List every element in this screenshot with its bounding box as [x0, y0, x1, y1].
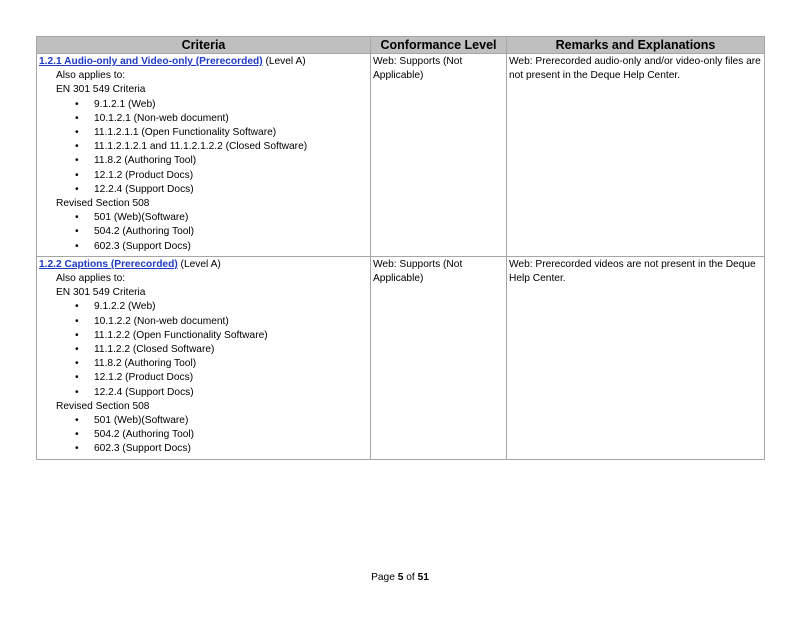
list-item: • 11.8.2 (Authoring Tool) — [75, 154, 368, 168]
page-footer — [0, 572, 800, 583]
also-applies-label: Also applies to: — [56, 70, 126, 82]
criterion-title — [39, 258, 368, 272]
criterion-title — [39, 55, 368, 69]
bullet-icon: • — [75, 301, 79, 313]
bullet-icon: • — [75, 329, 79, 341]
bullet-icon: • — [75, 358, 79, 370]
conformance-cell: Web: Supports (Not Applicable) — [371, 54, 507, 257]
bullet-icon: • — [75, 372, 79, 384]
bullet-icon: • — [75, 386, 79, 398]
header-criteria: Criteria — [37, 37, 371, 54]
list-item: • 10.1.2.1 (Non-web document) — [75, 112, 368, 126]
header-remarks: Remarks and Explanations — [507, 37, 765, 54]
criterion-level: (Level A) — [177, 258, 221, 270]
bullet-icon: • — [75, 112, 79, 124]
section-508-list — [39, 414, 368, 457]
bullet-icon: • — [75, 127, 79, 139]
bullet-icon: • — [75, 169, 79, 181]
bullet-icon: • — [75, 226, 79, 238]
list-item: • 9.1.2.2 (Web) — [75, 300, 368, 314]
list-item: • 11.1.2.2 (Open Functionality Software) — [75, 329, 368, 343]
list-item: • 9.1.2.1 (Web) — [75, 98, 368, 112]
list-item: • 602.3 (Support Docs) — [75, 240, 368, 254]
page-total: 51 — [417, 572, 429, 583]
conformance-table — [36, 36, 765, 460]
list-item: • 504.2 (Authoring Tool) — [75, 428, 368, 442]
en-criteria-heading: EN 301 549 Criteria — [56, 84, 146, 96]
bullet-icon: • — [75, 443, 79, 455]
section-508-list — [39, 211, 368, 254]
criteria-cell — [37, 54, 371, 257]
bullet-icon: • — [75, 240, 79, 252]
bullet-icon: • — [75, 183, 79, 195]
list-item: • 501 (Web)(Software) — [75, 211, 368, 225]
bullet-icon: • — [75, 212, 79, 224]
list-item: • 501 (Web)(Software) — [75, 414, 368, 428]
bullet-icon: • — [75, 98, 79, 110]
list-item: • 504.2 (Authoring Tool) — [75, 225, 368, 239]
list-item: • 12.2.4 (Support Docs) — [75, 183, 368, 197]
criterion-link[interactable]: 1.2.1 Audio-only and Video-only (Prerecorded) — [39, 56, 263, 67]
list-item: • 10.1.2.2 (Non-web document) — [75, 315, 368, 329]
list-item: • 12.1.2 (Product Docs) — [75, 371, 368, 385]
bullet-icon: • — [75, 315, 79, 327]
list-item: • 12.1.2 (Product Docs) — [75, 169, 368, 183]
list-item: • 11.1.2.1.2.1 and 11.1.2.1.2.2 (Closed Software) — [75, 140, 368, 154]
header-conformance-level: Conformance Level — [371, 37, 507, 54]
bullet-icon: • — [75, 344, 79, 356]
table-row — [37, 54, 765, 257]
criterion-link[interactable]: 1.2.2 Captions (Prerecorded) — [39, 258, 178, 270]
page-current: 5 — [397, 572, 404, 583]
conformance-cell: Web: Supports (Not Applicable) — [371, 256, 507, 459]
section-508-heading: Revised Section 508 — [56, 198, 150, 210]
table-header-row — [37, 37, 765, 54]
criteria-cell — [37, 256, 371, 459]
list-item: • 11.1.2.1.1 (Open Functionality Software) — [75, 126, 368, 140]
also-applies-label: Also applies to: — [56, 273, 126, 285]
remarks-cell: Web: Prerecorded videos are not present in the Deque Help Center. — [507, 256, 765, 459]
bullet-icon: • — [75, 155, 79, 167]
bullet-icon: • — [75, 429, 79, 441]
criterion-level: (Level A) — [262, 56, 306, 67]
en-criteria-list — [39, 98, 368, 197]
section-508-heading: Revised Section 508 — [56, 400, 150, 412]
page-label: Page — [371, 572, 395, 583]
en-criteria-heading: EN 301 549 Criteria — [56, 287, 146, 299]
bullet-icon: • — [75, 415, 79, 427]
list-item: • 11.1.2.2 (Closed Software) — [75, 343, 368, 357]
list-item: • 11.8.2 (Authoring Tool) — [75, 357, 368, 371]
bullet-icon: • — [75, 141, 79, 153]
list-item: • 602.3 (Support Docs) — [75, 442, 368, 456]
en-criteria-list — [39, 300, 368, 399]
remarks-cell: Web: Prerecorded audio-only and/or video-only files are not present in the Deque Help Center. — [507, 54, 765, 257]
of-label: of — [406, 572, 415, 583]
list-item: • 12.2.4 (Support Docs) — [75, 386, 368, 400]
table-row — [37, 256, 765, 459]
